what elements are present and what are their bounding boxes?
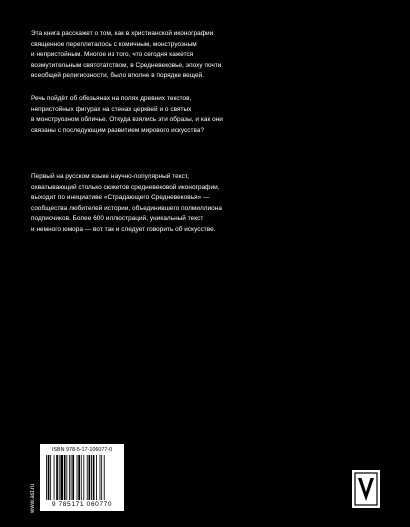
isbn-label: ISBN 978-5-17-106077-0	[51, 447, 113, 453]
barcode-number: 9 785171 060770	[51, 501, 113, 508]
barcode-bars	[46, 455, 118, 500]
description-paragraph-1: Эта книга расскажет о том, как в христианской иконографии священное переплеталось с комичным, монструозным и непристойным. Многое из того, что сегодня кажется возмутительным святотатством, в Средневековье, эпоху почти всеобщей религиозности, было вполне в порядке вещей.	[31, 30, 222, 80]
description-paragraph-2: Речь пойдёт об обезьянах на полях древних текстов, непристойных фигурах на стенах церквей и о святых в монструозном обличье. Откуда взялись эти образы, и как они связаны с последующим развитием мирового искусства?	[31, 95, 223, 134]
description-paragraph-3: Первый на русском языке научно-популярный текст, охватывающий столько сюжетов средневековой иконографии, выходит по инициативе «Страдающего Средневековья» — сообщества любителей истории, объединившего полмиллиона подписчиков. Более 600 иллюстраций, уникальный текст и немного юмора — вот так и следует говорить об искусстве.	[31, 173, 222, 233]
publisher-v-logo-icon	[352, 470, 380, 508]
publisher-logo	[352, 470, 380, 508]
publisher-website: www.ast.ru	[30, 483, 36, 513]
isbn-barcode	[40, 444, 124, 511]
